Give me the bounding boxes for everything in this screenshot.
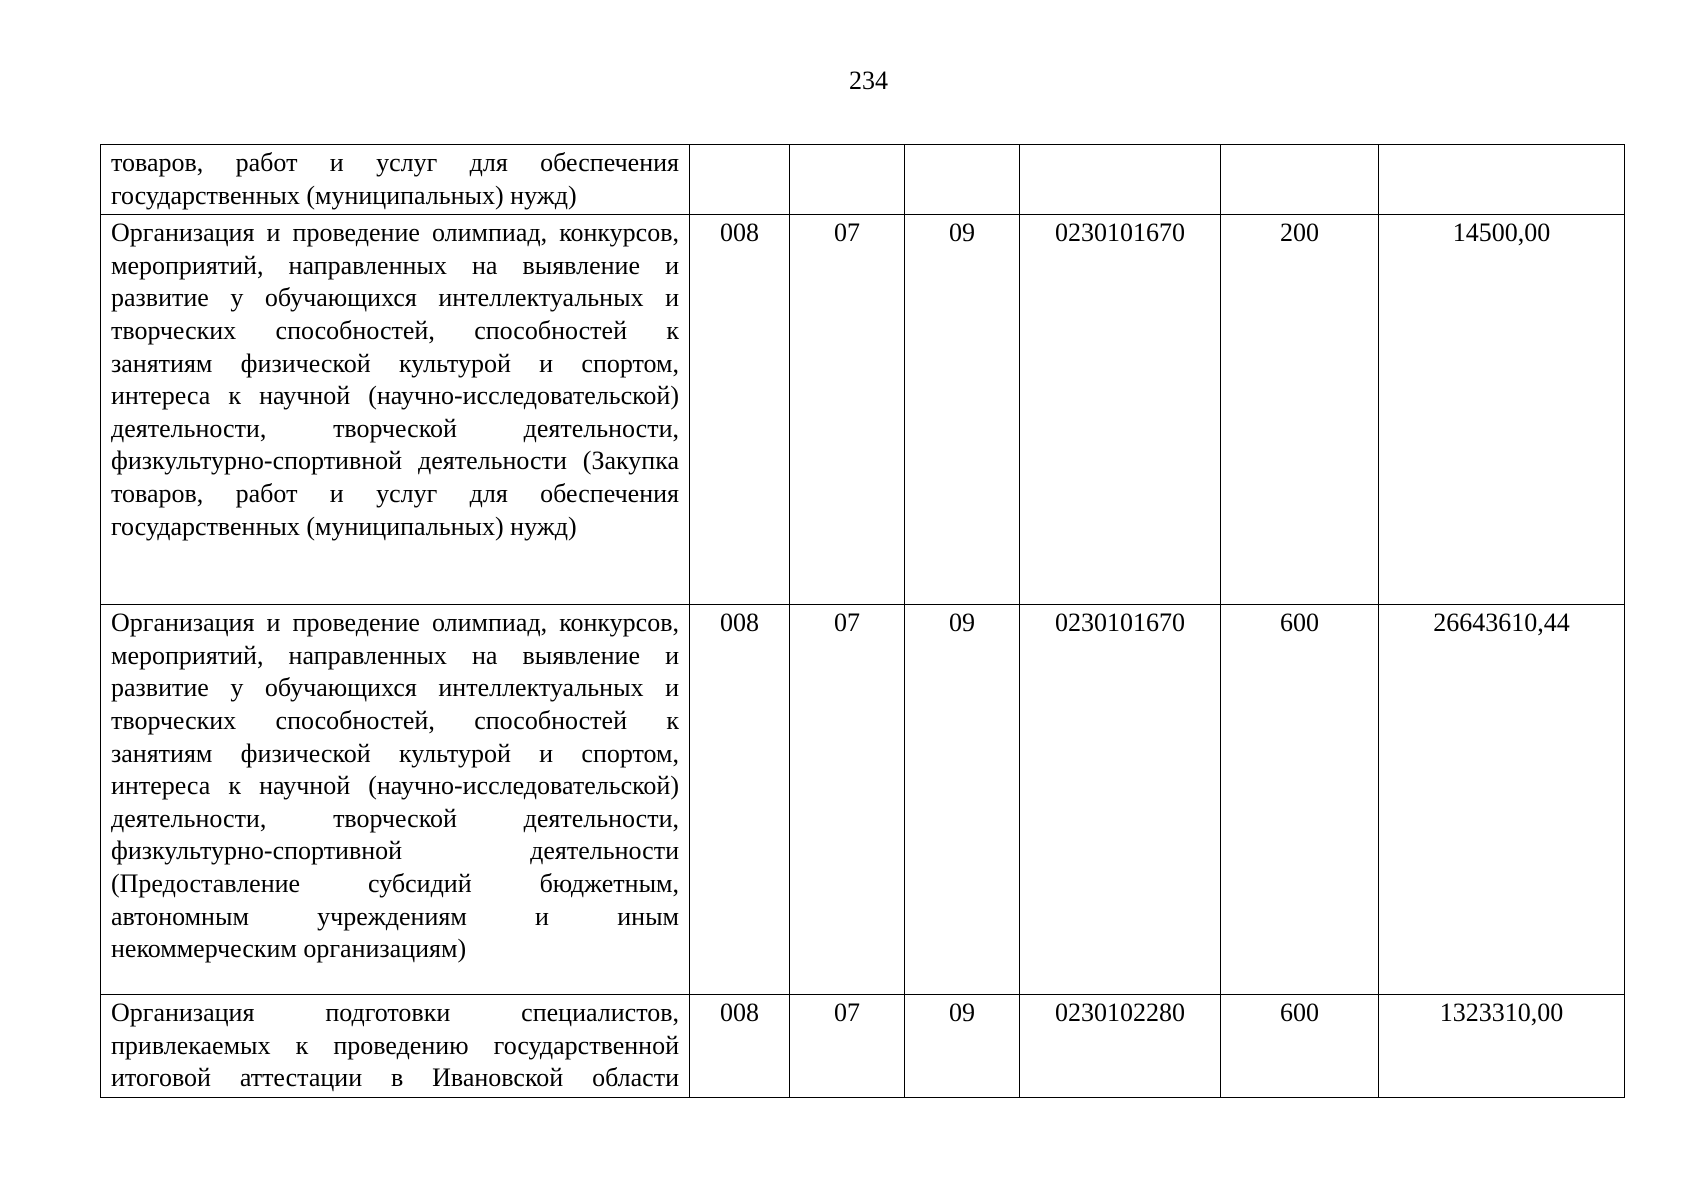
subsection-code-cell: 09 xyxy=(905,215,1020,605)
table-row xyxy=(101,145,1625,215)
ministry-code-cell: 008 xyxy=(690,605,790,995)
target-article-cell xyxy=(1020,145,1221,215)
amount-cell: 26643610,44 xyxy=(1379,605,1625,995)
expense-type-cell: 200 xyxy=(1221,215,1379,605)
description-cell: товаров, работ и услуг для обеспечения государственных (муниципальных) нужд) xyxy=(101,145,690,215)
subsection-code-cell: 09 xyxy=(905,995,1020,1098)
amount-cell: 14500,00 xyxy=(1379,215,1625,605)
subsection-code-cell xyxy=(905,145,1020,215)
ministry-code-cell: 008 xyxy=(690,995,790,1098)
description-cell: Организация подготовки специалистов, привлекаемых к проведению государственной итоговой аттестации в Ивановской области xyxy=(101,995,690,1098)
page-number: 234 xyxy=(849,66,888,95)
target-article-cell: 0230102280 xyxy=(1020,995,1221,1098)
table-row xyxy=(101,995,1625,1098)
amount-cell: 1323310,00 xyxy=(1379,995,1625,1098)
section-code-cell: 07 xyxy=(790,605,905,995)
budget-table xyxy=(100,144,1625,1098)
table-row xyxy=(101,605,1625,995)
description-cell: Организация и проведение олимпиад, конкурсов, мероприятий, направленных на выявление и развитие у обучающихся интеллектуальных и творческих способностей, способностей к занятиям физической культурой и спортом, интереса к научной (научно-исследовательской) деятельности, творческой деятельности, физкультурно-спортивной деятельности (Предоставление субсидий бюджетным, автономным учреждениям и иным некоммерческим организациям) xyxy=(101,605,690,995)
expense-type-cell xyxy=(1221,145,1379,215)
section-code-cell: 07 xyxy=(790,995,905,1098)
ministry-code-cell: 008 xyxy=(690,215,790,605)
expense-type-cell: 600 xyxy=(1221,995,1379,1098)
section-code-cell: 07 xyxy=(790,215,905,605)
description-cell: Организация и проведение олимпиад, конкурсов, мероприятий, направленных на выявление и развитие у обучающихся интеллектуальных и творческих способностей, способностей к занятиям физической культурой и спортом, интереса к научной (научно-исследовательской) деятельности, творческой деятельности, физкультурно-спортивной деятельности (Закупка товаров, работ и услуг для обеспечения государственных (муниципальных) нужд) xyxy=(101,215,690,605)
target-article-cell: 0230101670 xyxy=(1020,215,1221,605)
table-row xyxy=(101,215,1625,605)
subsection-code-cell: 09 xyxy=(905,605,1020,995)
ministry-code-cell xyxy=(690,145,790,215)
expense-type-cell: 600 xyxy=(1221,605,1379,995)
section-code-cell xyxy=(790,145,905,215)
target-article-cell: 0230101670 xyxy=(1020,605,1221,995)
amount-cell xyxy=(1379,145,1625,215)
